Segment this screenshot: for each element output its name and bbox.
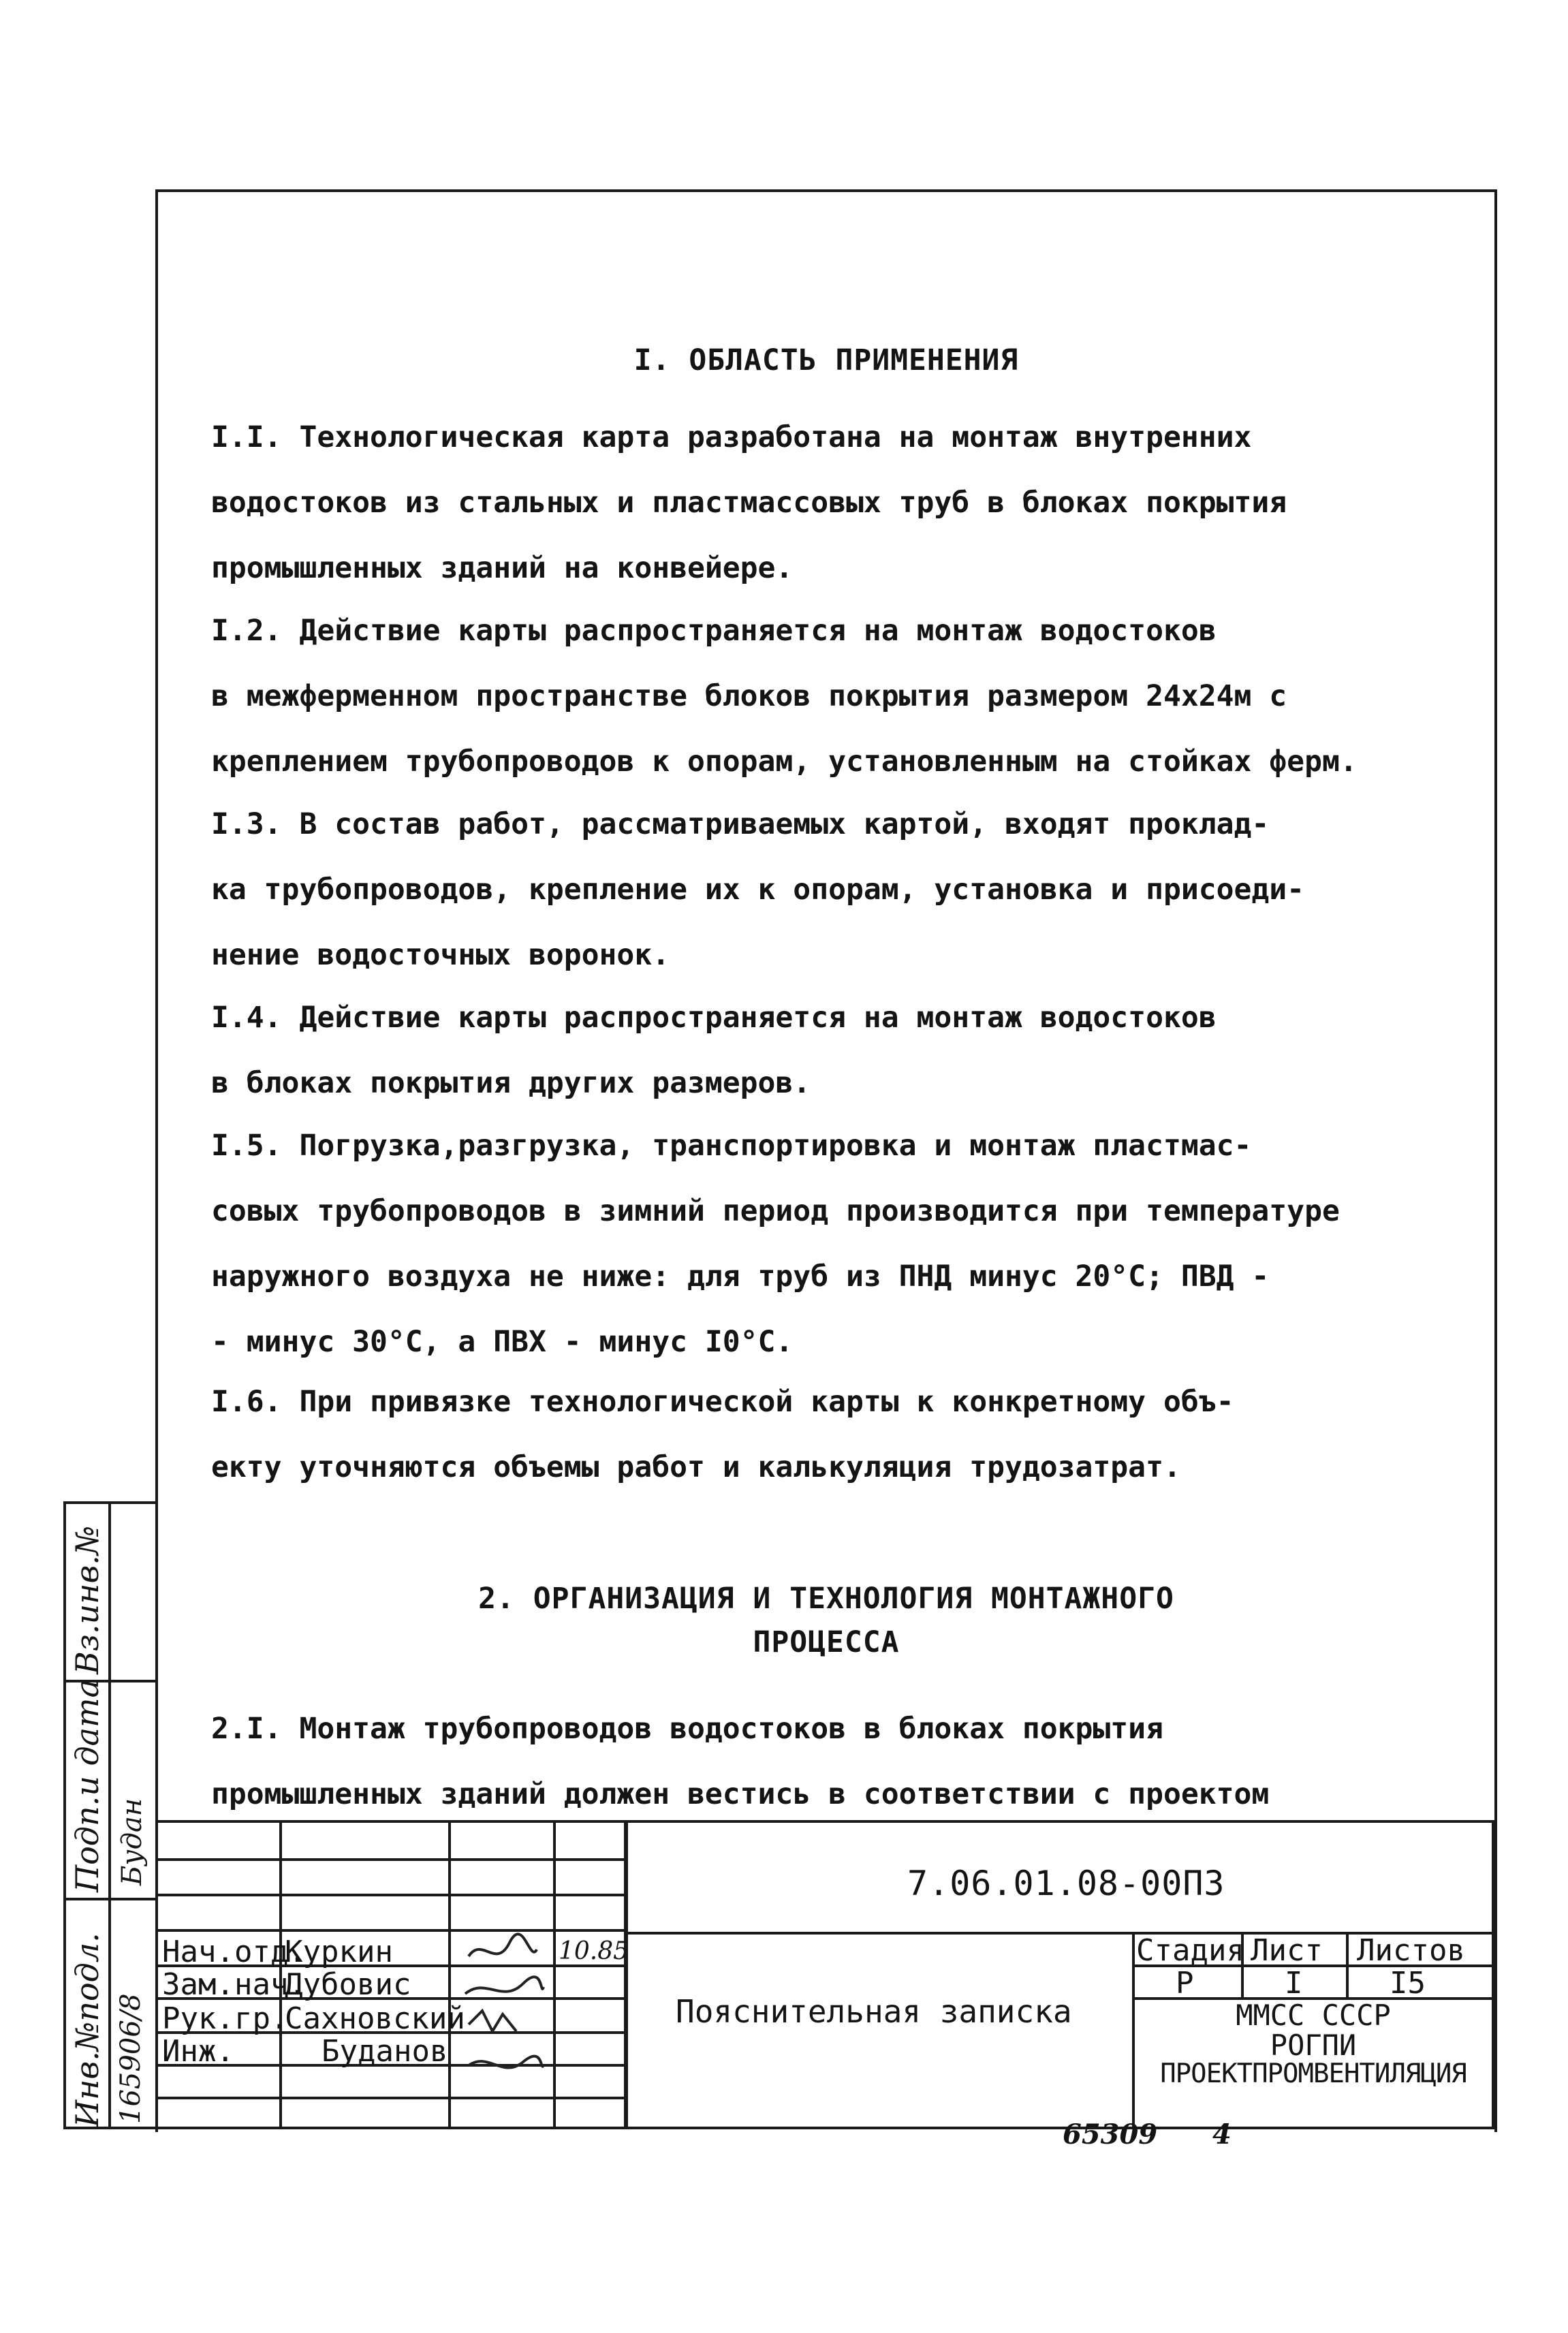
section-2-title-cont: ПРОЦЕССА xyxy=(753,1625,900,1659)
archive-number: 65309 xyxy=(1063,2118,1158,2150)
value-sheet: I xyxy=(1285,1966,1303,2001)
paragraph-1-6: I.6. При привязке технологической карты к конкретному объ- екту уточняются объемы работ и калькуляция трудозатрат. xyxy=(211,1385,1234,1484)
value-sheets: I5 xyxy=(1390,1966,1426,2001)
paragraph-2-1: 2.I. Монтаж трубопроводов водостоков в блоках покрытия промышленных зданий должен вестись в соответствии с проектом xyxy=(211,1712,1270,1811)
name-2: Дубовис xyxy=(285,1967,411,2002)
role-4: Инж. xyxy=(162,2034,234,2069)
role-1: Нач.отд. xyxy=(162,1935,307,1969)
side-inv-value: 165906/8 xyxy=(115,1993,146,2124)
paragraph-1-4: I.4. Действие карты распространяется на монтаж водостоков в блоках покрытия других размеров. xyxy=(211,1001,1217,1100)
header-stage: Стадия xyxy=(1136,1933,1244,1968)
signatures-graphic xyxy=(455,1929,550,2099)
document-title: Пояснительная записка xyxy=(676,1993,1072,2030)
side-signature: Будан xyxy=(116,1798,148,1885)
header-sheet: Лист xyxy=(1251,1933,1323,1968)
name-4: Буданов xyxy=(322,2034,448,2069)
paragraph-1-2: I.2. Действие карты распространяется на монтаж водостоков в межферменном пространстве блоков покрытия размером 24x24м с креплением трубопроводов к опорам, установленным на стойках ферм. xyxy=(211,614,1358,779)
section-2-title: 2. ОРГАНИЗАЦИЯ И ТЕХНОЛОГИЯ МОНТАЖНОГО xyxy=(478,1582,1174,1616)
document-code: 7.06.01.08-00ПЗ xyxy=(907,1864,1225,1903)
paragraph-1-3: I.3. В состав работ, рассматриваемых картой, входят проклад- ка трубопроводов, крепление их к опорам, установка и присоеди- нение водосточных воронок. xyxy=(211,807,1305,972)
role-3: Рук.гр. xyxy=(162,2001,289,2036)
page-number: 4 xyxy=(1212,2118,1232,2150)
value-stage: Р xyxy=(1176,1966,1194,2001)
name-3: Сахновский xyxy=(285,2001,465,2036)
date: 10.85 xyxy=(559,1937,629,1965)
section-1-title: I. ОБЛАСТЬ ПРИМЕНЕНИЯ xyxy=(633,343,1019,377)
org-line-3: ПРОЕКТПРОМВЕНТИЛЯЦИЯ xyxy=(1160,2058,1467,2089)
paragraph-1-5: I.5. Погрузка,разгрузка, транспортировка и монтаж пластмас- совых трубопроводов в зимний период производится при температуре наружного воздуха не ниже: для труб из ПНД минус 20°С; ПВД - - минус 30°С, а ПВХ - минус I0°С. xyxy=(211,1129,1340,1359)
org-line-1: ММСС СССР xyxy=(1236,1999,1391,2032)
side-label-sign-date: Подп.и дата xyxy=(69,1678,106,1892)
header-sheets: Листов xyxy=(1357,1933,1465,1968)
side-label-vz-inv: Вз.инв.№ xyxy=(69,1525,106,1674)
title-block xyxy=(155,1820,1494,2129)
paragraph-1-1: I.I. Технологическая карта разработана на монтаж внутренних водостоков из стальных и пластмассовых труб в блоках покрытия промышленных зданий на конвейере. xyxy=(211,420,1287,585)
side-label-inv-orig: Инв.№подл. xyxy=(69,1932,106,2127)
name-1: Куркин xyxy=(285,1935,393,1969)
side-strip xyxy=(63,1501,155,2129)
org-line-2: РОГПИ xyxy=(1270,2029,1357,2062)
role-2: Зам.нач. xyxy=(162,1967,307,2002)
